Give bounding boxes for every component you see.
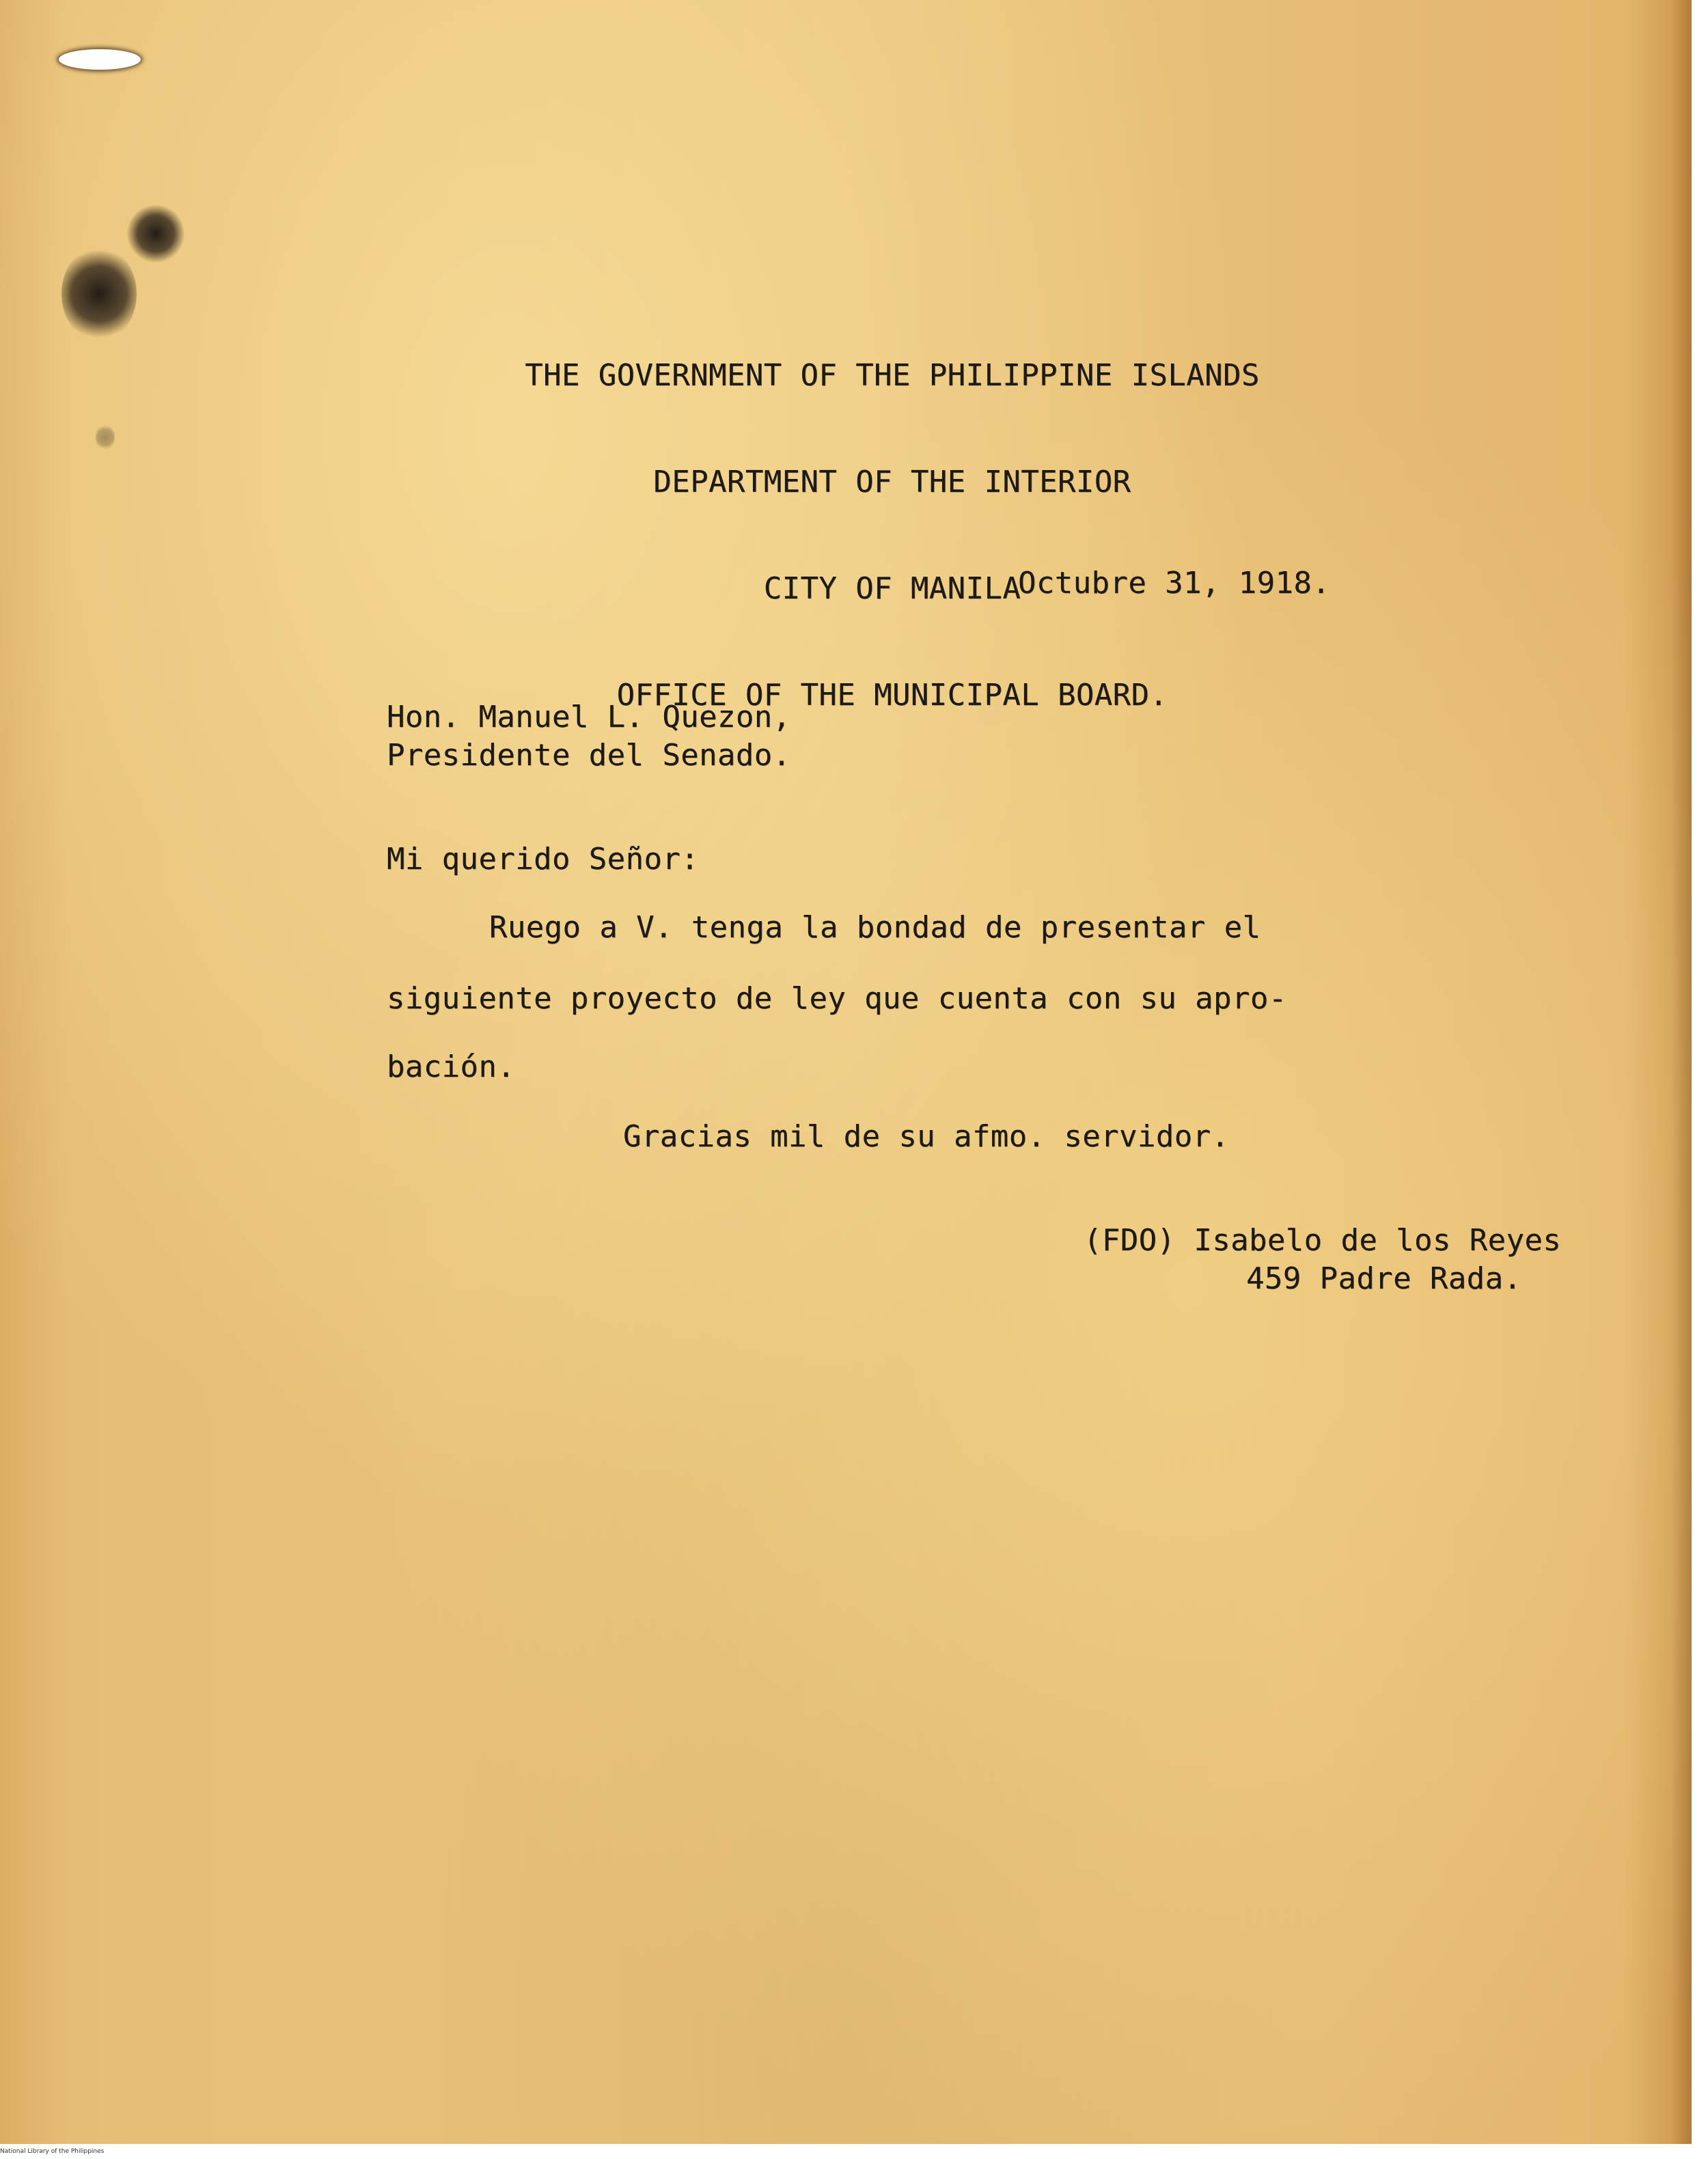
body-line-1: Ruego a V. tenga la bondad de presentar el: [489, 910, 1261, 945]
letterhead-office: OFFICE OF THE MUNICIPAL BOARD.: [616, 678, 1168, 713]
ink-stain: [96, 424, 115, 451]
body-line-2: siguiente proyecto de ley que cuenta con su apro-: [387, 981, 1287, 1016]
letterhead-city: CITY OF MANILA: [763, 571, 1021, 606]
body-line-3: bación.: [387, 1049, 516, 1084]
recipient-title: Presidente del Senado.: [387, 738, 791, 773]
ink-stain: [61, 246, 137, 342]
letterhead-department: DEPARTMENT OF THE INTERIOR: [653, 465, 1131, 499]
ink-stain: [127, 205, 184, 262]
closing-line: Gracias mil de su afmo. servidor.: [623, 1119, 1230, 1154]
salutation: Mi querido Señor:: [387, 842, 700, 877]
page-edge-shadow: [1671, 0, 1692, 2144]
letterhead-government: THE GOVERNMENT OF THE PHILIPPINE ISLANDS: [525, 358, 1260, 393]
signature-address: 459 Padre Rada.: [1246, 1261, 1522, 1296]
recipient-name: Hon. Manuel L. Quezon,: [387, 700, 791, 734]
signature-name: (FDO) Isabelo de los Reyes: [1084, 1223, 1562, 1258]
archive-footer: National Library of the Philippines: [0, 2148, 105, 2155]
punch-hole: [59, 49, 141, 70]
letter-date: Octubre 31, 1918.: [1018, 566, 1331, 601]
